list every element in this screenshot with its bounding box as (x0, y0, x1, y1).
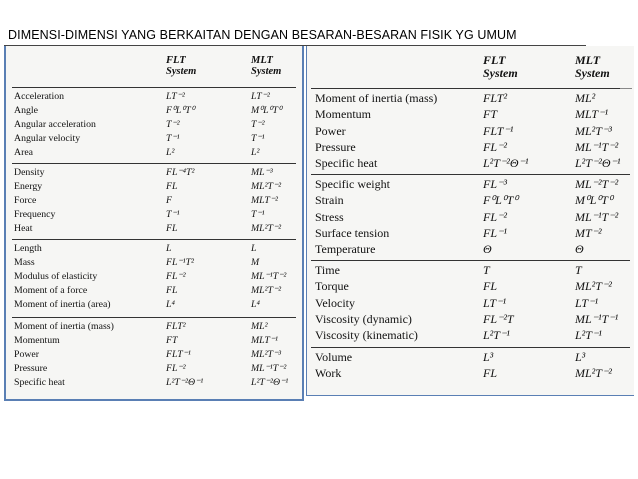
slide-heading: DIMENSI-DIMENSI YANG BERKAITAN DENGAN BESARAN-BESARAN FISIK YG UMUM (8, 28, 517, 42)
column-header-mlt-system-name: MLT (251, 55, 273, 66)
mlt-dimension: T (575, 263, 582, 277)
mlt-dimension: MT⁻² (575, 225, 602, 240)
flt-dimension: FL (483, 366, 498, 381)
quantity-name: Pressure (315, 139, 356, 154)
mlt-dimension: ML²T⁻² (251, 223, 282, 235)
table-row (307, 106, 634, 122)
flt-dimension: L² (166, 147, 175, 159)
flt-dimension: F⁰L⁰T⁰ (166, 105, 195, 117)
quantity-name: Specific weight (315, 177, 390, 191)
left-table (4, 46, 304, 401)
quantity-name: Area (14, 147, 34, 159)
mlt-dimension: LT⁻¹ (575, 295, 599, 310)
row-group (6, 320, 302, 390)
table-row (6, 242, 302, 256)
quantity-name: Angle (14, 105, 38, 117)
mlt-dimension: MLT⁻² (251, 195, 278, 207)
mlt-dimension: ML⁻¹T⁻² (251, 271, 287, 283)
mlt-dimension: L²T⁻²Θ⁻¹ (251, 377, 289, 389)
flt-dimension: T⁻² (166, 119, 180, 131)
mlt-dimension: T⁻² (251, 119, 265, 131)
quantity-name: Heat (14, 223, 33, 235)
quantity-name: Acceleration (14, 91, 65, 102)
mlt-dimension: MLT⁻¹ (251, 335, 278, 347)
quantity-name: Length (14, 243, 42, 254)
quantity-name: Power (315, 123, 346, 138)
flt-dimension: FL⁻¹ (483, 225, 507, 240)
table-row (6, 118, 302, 132)
column-header-mlt-system-label: System (251, 66, 282, 77)
group-separator (311, 347, 630, 348)
column-header-flt-system-name: FLT (483, 53, 506, 67)
table-row (6, 298, 302, 312)
mlt-dimension: L (251, 243, 257, 254)
quantity-name: Moment of inertia (area) (14, 299, 111, 311)
flt-dimension: L⁴ (166, 299, 175, 311)
table-row (6, 256, 302, 270)
quantity-name: Strain (315, 193, 344, 208)
table-row (307, 241, 634, 257)
mlt-dimension: T⁻¹ (251, 133, 265, 145)
table-row (307, 349, 634, 365)
mlt-dimension: ML⁻¹T⁻² (575, 209, 619, 224)
mlt-dimension: ML⁻³ (251, 167, 273, 178)
mlt-dimension: Θ (575, 242, 584, 257)
table-row (307, 278, 634, 294)
flt-dimension: L²T⁻²Θ⁻¹ (483, 156, 529, 171)
mlt-dimension: MLT⁻¹ (575, 107, 609, 122)
mlt-dimension: ML²T⁻² (251, 285, 282, 297)
table-row (6, 284, 302, 298)
quantity-name: Surface tension (315, 225, 390, 240)
quantity-name: Volume (315, 350, 353, 364)
quantity-name: Stress (315, 209, 344, 224)
mlt-dimension: L²T⁻²Θ⁻¹ (575, 156, 621, 171)
flt-dimension: FL⁻²T (483, 311, 514, 326)
mlt-dimension: L² (251, 147, 260, 159)
row-group (307, 349, 634, 382)
flt-dimension: FT (166, 335, 178, 347)
table-row (6, 146, 302, 160)
table-row (307, 123, 634, 139)
flt-dimension: FL⁻² (166, 271, 186, 283)
quantity-name: Viscosity (dynamic) (315, 311, 412, 326)
flt-dimension: Θ (483, 242, 492, 257)
flt-dimension: FLT⁻¹ (483, 123, 514, 138)
flt-dimension: LT⁻¹ (483, 295, 507, 310)
quantity-name: Momentum (315, 107, 371, 122)
flt-dimension: FLT² (166, 321, 186, 332)
group-separator (311, 260, 630, 261)
mlt-dimension: M (251, 257, 260, 269)
quantity-name: Modulus of elasticity (14, 271, 98, 283)
quantity-name: Force (14, 195, 37, 207)
column-header-mlt (251, 55, 281, 77)
flt-dimension: L (166, 243, 172, 254)
table-row (6, 270, 302, 284)
quantity-name: Torque (315, 279, 349, 294)
column-header-flt (166, 55, 196, 77)
flt-dimension: FL (166, 223, 178, 235)
column-header-mlt-system-label: System (575, 66, 610, 80)
table-row (307, 225, 634, 241)
quantity-name: Density (14, 167, 45, 178)
table-row (6, 180, 302, 194)
quantity-name: Mass (14, 257, 35, 269)
quantity-name: Temperature (315, 242, 376, 257)
mlt-dimension: M⁰L⁰T⁰ (575, 193, 613, 208)
column-header-mlt (575, 54, 610, 80)
column-header-flt-system-label: System (166, 66, 197, 77)
group-separator (12, 87, 296, 88)
table-row (6, 348, 302, 362)
column-header-flt-system-label: System (483, 66, 518, 80)
row-group (6, 90, 302, 160)
flt-dimension: FT (483, 107, 498, 122)
flt-dimension: FL⁻² (166, 363, 186, 375)
table-row (307, 176, 634, 192)
mlt-dimension: L²T⁻¹ (575, 328, 602, 343)
flt-dimension: FL⁻¹T² (166, 257, 194, 269)
group-separator (311, 88, 630, 89)
group-separator (12, 163, 296, 164)
flt-dimension: L²T⁻¹ (483, 328, 510, 343)
group-separator (311, 174, 630, 175)
quantity-name: Momentum (14, 335, 60, 347)
mlt-dimension: ML⁻¹T⁻² (575, 139, 619, 154)
table-row (307, 209, 634, 225)
flt-dimension: F (166, 195, 172, 207)
quantity-name: Frequency (14, 209, 56, 221)
quantity-name: Power (14, 349, 40, 361)
row-group (6, 242, 302, 312)
mlt-dimension: ML² (575, 91, 596, 105)
flt-dimension: FLT⁻¹ (166, 349, 191, 361)
row-group (307, 90, 634, 171)
group-separator (12, 317, 296, 318)
table-row (6, 194, 302, 208)
quantity-name: Angular velocity (14, 133, 81, 145)
flt-dimension: FL⁻² (483, 139, 507, 154)
quantity-name: Energy (14, 181, 43, 193)
flt-dimension: FL (166, 285, 178, 297)
table-row (307, 90, 634, 106)
flt-dimension: FL⁻⁴T² (166, 167, 195, 178)
flt-dimension: F⁰L⁰T⁰ (483, 193, 519, 208)
table-row (6, 376, 302, 390)
quantity-name: Moment of inertia (mass) (14, 321, 114, 332)
quantity-name: Viscosity (kinematic) (315, 328, 418, 343)
table-row (307, 311, 634, 327)
mlt-dimension: ML⁻²T⁻² (575, 177, 619, 191)
mlt-dimension: ML²T⁻³ (575, 123, 612, 138)
table-row (6, 362, 302, 376)
table-row (307, 327, 634, 343)
table-row (6, 166, 302, 180)
table-row (6, 90, 302, 104)
table-row (6, 104, 302, 118)
table-row (307, 365, 634, 381)
row-group (6, 166, 302, 236)
mlt-dimension: ML²T⁻² (575, 366, 612, 381)
group-separator (12, 239, 296, 240)
mlt-dimension: T⁻¹ (251, 209, 265, 221)
mlt-dimension: ML²T⁻² (575, 279, 612, 294)
quantity-name: Angular acceleration (14, 119, 96, 131)
mlt-dimension: LT⁻² (251, 91, 270, 102)
quantity-name: Moment of a force (14, 285, 88, 297)
mlt-dimension: ML²T⁻² (251, 181, 282, 193)
mlt-dimension: L³ (575, 350, 586, 364)
table-row (6, 222, 302, 236)
table-row (307, 262, 634, 278)
mlt-dimension: M⁰L⁰T⁰ (251, 105, 282, 117)
mlt-dimension: L⁴ (251, 299, 260, 311)
flt-dimension: FLT² (483, 91, 508, 105)
quantity-name: Specific heat (14, 377, 65, 389)
flt-dimension: T⁻¹ (166, 209, 180, 221)
decorative-line (620, 88, 632, 89)
flt-dimension: FL⁻² (483, 209, 507, 224)
quantity-name: Work (315, 366, 342, 381)
table-row (307, 155, 634, 171)
column-header-flt-system-name: FLT (166, 55, 186, 66)
column-header-flt (483, 54, 518, 80)
flt-dimension: FL (483, 279, 498, 294)
flt-dimension: LT⁻² (166, 91, 185, 102)
flt-dimension: T⁻¹ (166, 133, 180, 145)
mlt-dimension: ML⁻¹T⁻² (251, 363, 287, 375)
mlt-dimension: ML² (251, 321, 268, 332)
mlt-dimension: ML⁻¹T⁻¹ (575, 311, 619, 326)
quantity-name: Moment of inertia (mass) (315, 91, 438, 105)
table-row (6, 320, 302, 334)
flt-dimension: L³ (483, 350, 494, 364)
table-row (307, 295, 634, 311)
quantity-name: Pressure (14, 363, 48, 375)
flt-dimension: T (483, 263, 490, 277)
flt-dimension: L²T⁻²Θ⁻¹ (166, 377, 204, 389)
column-header-mlt-system-name: MLT (575, 53, 601, 67)
table-row (6, 132, 302, 146)
flt-dimension: FL⁻³ (483, 177, 507, 191)
quantity-name: Specific heat (315, 156, 378, 171)
row-group (307, 262, 634, 343)
table-row (307, 192, 634, 208)
quantity-name: Time (315, 263, 340, 277)
table-row (6, 334, 302, 348)
quantity-name: Velocity (315, 295, 355, 310)
table-row (6, 208, 302, 222)
row-group (307, 176, 634, 257)
table-row (307, 139, 634, 155)
right-table (306, 46, 634, 396)
flt-dimension: FL (166, 181, 178, 193)
mlt-dimension: ML²T⁻³ (251, 349, 282, 361)
